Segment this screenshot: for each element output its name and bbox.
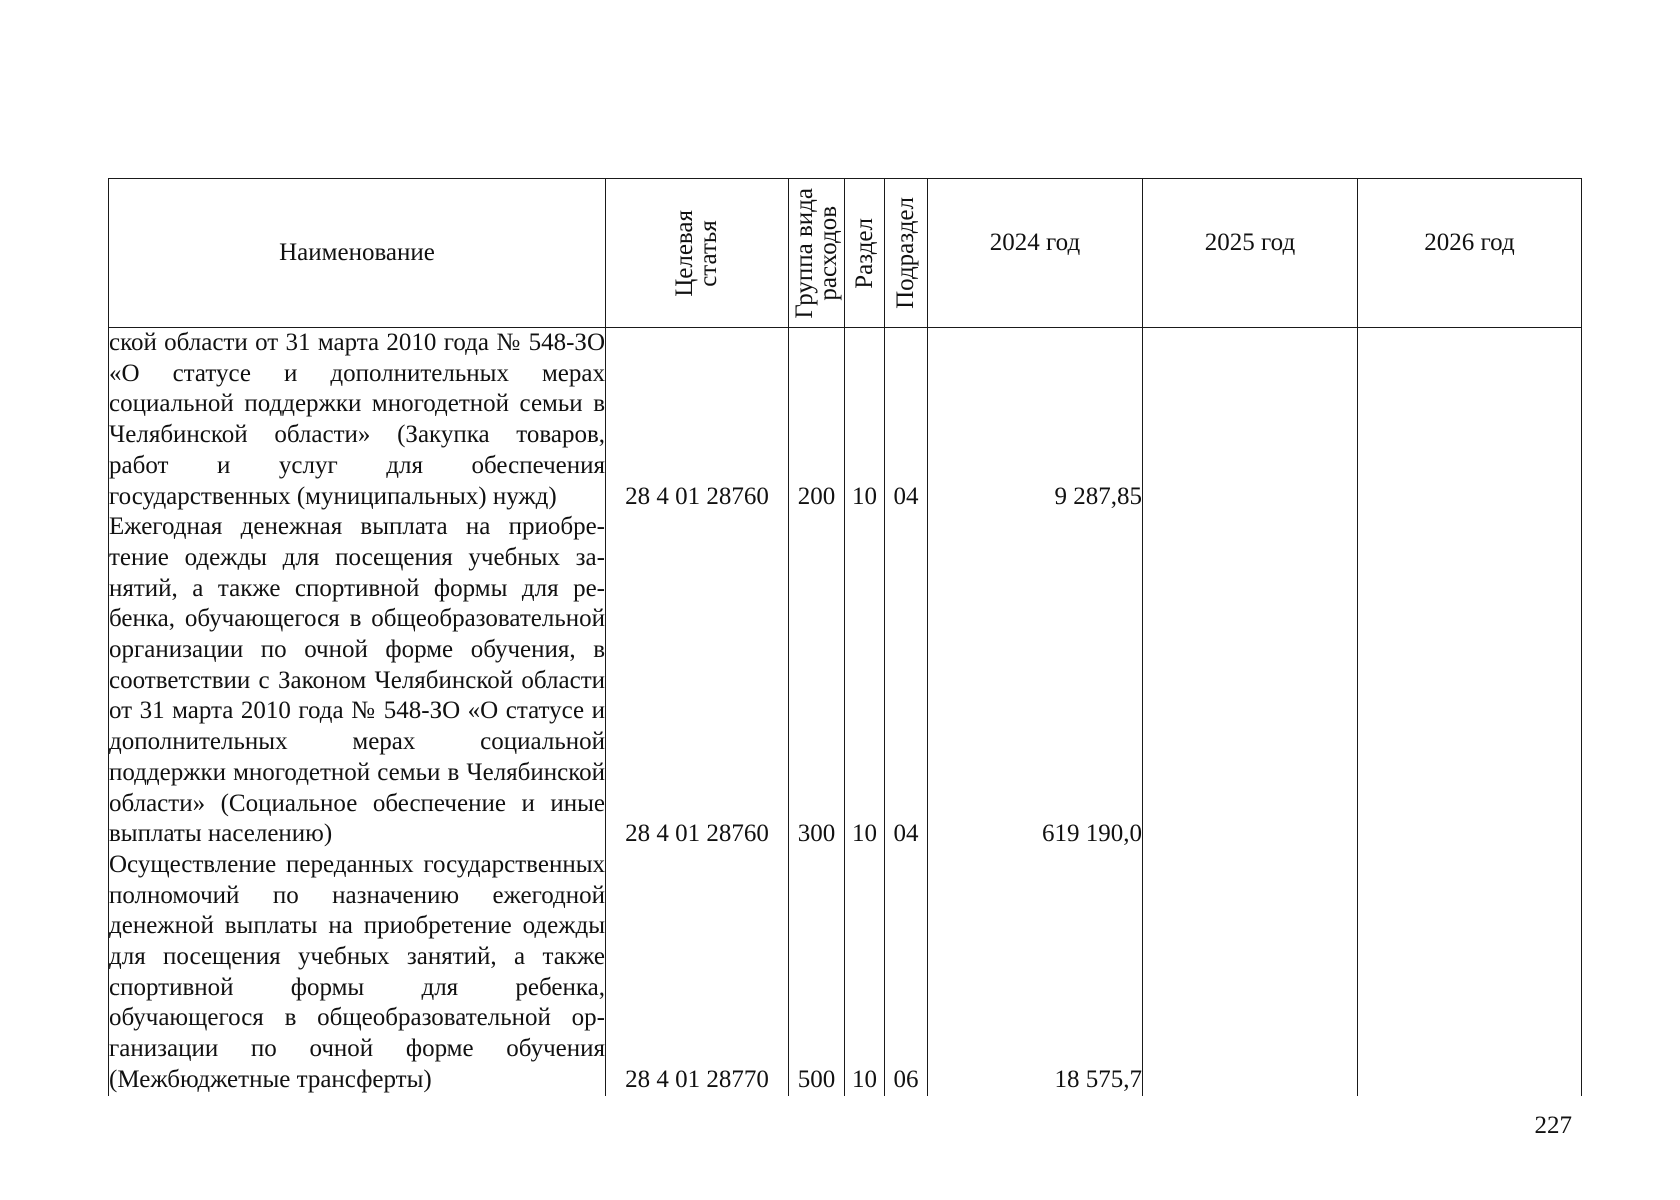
table-row: [109, 328, 1582, 513]
table-row: [109, 850, 1582, 1096]
row-section: 10: [845, 512, 885, 850]
row-target-article: 28 4 01 28760: [606, 512, 789, 850]
row-subsection: 04: [885, 328, 928, 513]
row-subsection: 04: [885, 512, 928, 850]
row-expense-group: 200: [789, 328, 845, 513]
header-year-2026: 2026 год: [1358, 179, 1582, 328]
row-amount-2025: [1143, 850, 1358, 1096]
budget-table: [108, 178, 1582, 1096]
row-target-article: 28 4 01 28760: [606, 328, 789, 513]
row-amount-2026: [1358, 328, 1582, 513]
page-number: 227: [1534, 1112, 1572, 1139]
header-name: Наименование: [109, 179, 606, 328]
row-amount-2026: [1358, 512, 1582, 850]
row-amount-2024: 18 575,7: [928, 850, 1143, 1096]
row-name: Осуществление переданных государственных полномочий по назначению ежегодной денежной выплаты на приобретение одежды для посещения учебных занятий, а также спортивной формы для ребенка, обучающегося в общеобразовательной организации по очной форме обучения (Межбюджетные трансферты): [109, 850, 606, 1096]
row-expense-group: 300: [789, 512, 845, 850]
header-target-article: Целевая статья: [606, 179, 789, 328]
row-amount-2024: 9 287,85: [928, 328, 1143, 513]
row-amount-2025: [1143, 328, 1358, 513]
row-expense-group: 500: [789, 850, 845, 1096]
row-amount-2024: 619 190,0: [928, 512, 1143, 850]
header-year-2025: 2025 год: [1143, 179, 1358, 328]
header-expense-group: Группа вида расходов: [789, 179, 845, 328]
row-subsection: 06: [885, 850, 928, 1096]
row-amount-2025: [1143, 512, 1358, 850]
header-year-2024: 2024 год: [928, 179, 1143, 328]
table-header-row: [109, 179, 1582, 328]
row-name: Ежегодная денежная выплата на приобретение одежды для посещения учебных занятий, а также спортивной формы для ребенка, обучающегося в общеобразовательной организации по очной форме обучения, в соответствии с Законом Челябинской области от 31 марта 2010 года № 548-ЗО «О статусе и дополнительных мерах социальной поддержки многодетной семьи в Челябинской области» (Социальное обеспечение и иные выплаты населению): [109, 512, 606, 850]
row-target-article: 28 4 01 28770: [606, 850, 789, 1096]
header-subsection: Подраздел: [885, 179, 928, 328]
row-name: ской области от 31 марта 2010 года № 548-ЗО «О статусе и дополнительных мерах социальной поддержки многодетной семьи в Челябинской области» (Закупка товаров, работ и услуг для обеспечения государственных (муниципальных) нужд): [109, 328, 606, 513]
row-section: 10: [845, 850, 885, 1096]
table-row: [109, 512, 1582, 850]
header-section: Раздел: [845, 179, 885, 328]
row-section: 10: [845, 328, 885, 513]
row-amount-2026: [1358, 850, 1582, 1096]
